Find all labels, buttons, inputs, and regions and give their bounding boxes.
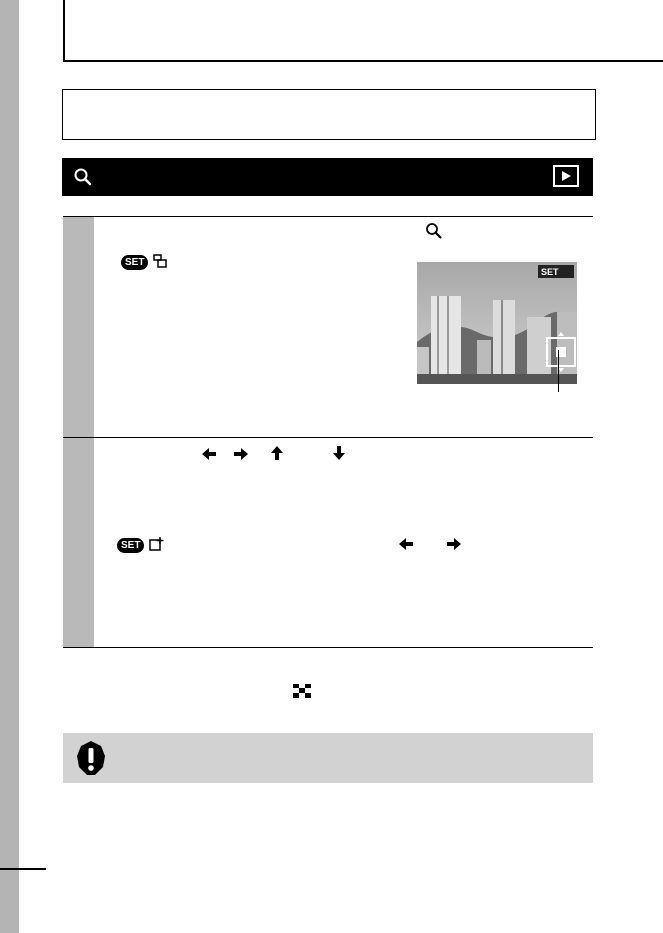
index-icon [293,684,311,698]
set-badge: SET [117,538,144,553]
zoom-preview-photo [417,262,577,384]
city-skyline-image [417,262,577,384]
set-jump-icon [117,535,165,553]
magnify-icon [73,167,93,187]
jump-icon [149,536,165,552]
up-arrow-icon [270,445,284,461]
left-arrow-icon [398,537,414,551]
step-2-tab [63,438,94,647]
down-arrow-icon [332,445,346,461]
right-arrow-icon [446,537,462,551]
step-1-tab [63,217,94,438]
magnify-icon [425,222,443,240]
side-margin-bar [0,0,19,933]
page-tick-mark [0,868,46,870]
function-header-bar [62,158,593,196]
section-title-box [62,89,596,140]
set-badge-overlay: SET [541,267,559,277]
left-arrow-icon [201,447,217,461]
caution-icon [76,740,106,776]
playback-mode-icon [553,165,579,187]
display-mode-icon [153,254,167,268]
chapter-header-frame [63,0,663,62]
set-display-mode-icon [121,252,167,270]
set-badge: SET [121,255,148,270]
caution-box [63,733,593,783]
right-arrow-icon [233,447,249,461]
callout-line [558,350,559,392]
